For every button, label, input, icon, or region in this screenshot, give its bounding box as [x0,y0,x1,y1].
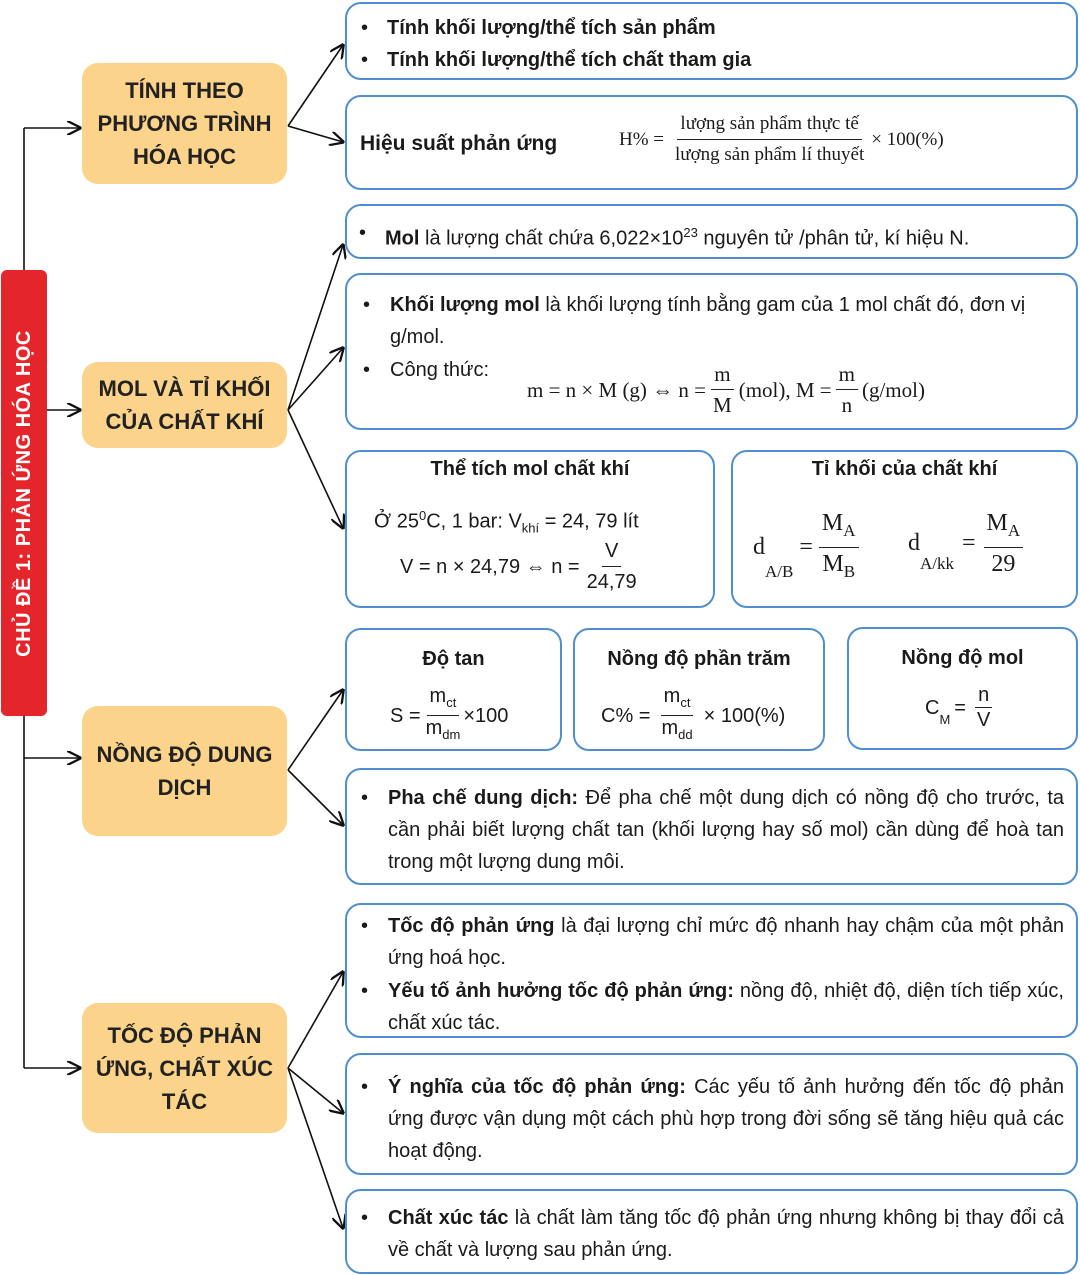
yield-box [345,95,1078,190]
sub-ct: ct [680,695,691,710]
gas-volume-formula [400,536,640,597]
sub-M: M [939,712,951,727]
topic-concentration: NỒNG ĐỘ DUNG DỊCH [82,706,287,836]
molar-mass-box [345,273,1078,430]
m-symbol: m [663,685,681,707]
M-symbol: M [822,550,844,577]
number-29: 29 [991,550,1016,577]
catalyst-term: Chất xúc tác [388,1207,509,1229]
mixing-term: Pha chế dung dịch: [388,787,579,809]
yield-formula [619,109,944,170]
gas-fraction [584,536,640,597]
significance-term: Ý nghĩa của tốc độ phản ứng: [388,1076,686,1098]
fraction-den: M [713,393,732,417]
fraction-num: m [836,359,858,390]
rate-box [345,903,1078,1038]
sol-lhs: S = [390,704,421,727]
equals: = [954,696,966,719]
d-symbol: d [753,534,765,561]
bullet: • [361,787,369,809]
molar-mass-formula [527,359,925,420]
mol-definition [385,217,969,255]
solubility-title: Độ tan [422,648,485,670]
mol-definition-box [345,204,1078,259]
fraction-m-over-M [710,359,735,420]
yield-tail: × 100(%) [871,128,944,150]
gas-volume-box [345,450,715,608]
sub-B: B [843,561,856,581]
fraction-den: 24,79 [586,571,637,593]
bullet: • [359,222,367,244]
bullet: • [361,17,369,39]
topic-mol-density: MOL VÀ TỈ KHỐI CỦA CHẤT KHÍ [82,362,287,448]
solubility-formula [390,684,508,747]
fraction-m-over-n [836,359,858,420]
main-topic-label: CHỦ ĐỀ 1: PHẢN ỨNG HÓA HỌC [12,329,35,657]
rate-factors [388,975,1064,1039]
molar-conc-title: Nồng độ mol [901,647,1024,669]
mixing-body: Để pha chế một dung dịch có nồng độ cho trước, ta cần phải biết lượng chất tan (khối lượng hay số mol) cần dùng để hoà tan trong một lượng dung môi. [388,787,1065,873]
catalyst-text [388,1202,1064,1266]
cond-text: Ở 25 [374,510,419,533]
mixing-box [345,768,1078,885]
molar-conc-box [847,627,1078,750]
yield-label: Hiệu suất phản ứng [360,132,558,155]
formula-part1: m = n × M (g) ⇔ n = [527,377,707,402]
percent-conc-title: Nồng độ phần trăm [607,648,791,670]
sub-dm: dm [442,727,461,742]
m-symbol: m [425,717,443,739]
significance-text [388,1071,1064,1167]
significance-body: Các yếu tố ảnh hưởng đến tốc độ phản ứng được vận dụng một cách phù hợp trong đời sống sẽ tăng hiệu quả các hoạt động. [388,1076,1064,1162]
molar-conc-formula [925,683,993,732]
mol-term: Mol [385,227,420,250]
molar-mass-term: Khối lượng mol [390,294,540,316]
calc-items-box [345,2,1078,80]
density-formula-ab [753,507,859,588]
catalyst-body: là chất làm tăng tốc độ phản ứng nhưng không bị thay đổi cả về chất và lượng sau phản ứng. [388,1207,1064,1261]
bullet: • [361,1076,369,1098]
fraction-num: n [975,683,992,708]
rate-body: là đại lượng chỉ mức độ nhanh hay chậm của một phản ứng hoá học. [388,915,1064,969]
d-subscript: A/kk [920,553,954,573]
cond-text3: = 24, 79 lít [539,510,639,533]
d-subscript: A/B [765,561,794,581]
mol-def-exponent: 23 [683,225,698,240]
density-formula-air [908,507,1023,580]
solubility-box [345,628,562,751]
factors-body: nồng độ, nhiệt độ, diện tích tiếp xúc, chất xúc tác. [388,980,1064,1034]
equals: = [799,534,813,561]
sub-A: A [843,520,856,540]
rate-definition [388,910,1064,974]
m-symbol: m [429,685,447,707]
bullet: • [363,294,371,316]
d-symbol: d [908,530,920,557]
gas-formula-lhs: V = n × 24,79 ⇔ n = [400,555,580,578]
catalyst-box [345,1189,1078,1274]
sub-A: A [1007,520,1021,540]
M-symbol: M [986,510,1008,536]
cond-text2: C, 1 bar: V [426,510,522,533]
yield-numerator: lượng sản phẩm thực tế [677,109,861,140]
density-fraction-air [984,507,1024,580]
equals: = [962,530,976,557]
calc-item-products: Tính khối lượng/thể tích sản phẩm [387,17,716,39]
sub-ct: ct [446,695,457,710]
yield-fraction [672,109,867,170]
sol-tail: ×100 [463,704,509,727]
yield-denominator: lượng sản phẩm lí thuyết [675,144,865,165]
mc-fraction [974,683,993,732]
topic-reaction-rate: TỐC ĐỘ PHẢN ỨNG, CHẤT XÚC TÁC [82,1003,287,1133]
C-symbol: C [925,696,940,719]
pc-tail: × 100(%) [703,704,786,727]
topic-stoichiometry: TÍNH THEO PHƯƠNG TRÌNH HÓA HỌC [82,63,287,184]
cond-degree: 0 [418,508,427,523]
formula-part2: (mol), M = [738,377,832,402]
mol-def-text-end: nguyên tử /phân tử, kí hiệu N. [697,227,970,250]
bullet: • [361,915,369,937]
bullet: • [361,1207,369,1229]
yield-lhs: H% = [619,128,665,150]
density-fraction-ab [819,507,859,588]
cond-subscript: khí [521,520,540,536]
fraction-den: V [976,709,991,731]
rate-significance-box [345,1053,1078,1175]
fraction-den: n [841,393,853,417]
pc-fraction [658,684,695,747]
formula-label: Công thức: [390,359,489,381]
mixing-text [388,782,1064,878]
m-symbol: m [661,717,679,739]
sub-dd: dd [678,727,693,742]
pc-lhs: C% = [601,704,651,727]
bullet: • [363,359,371,381]
molar-mass-text: là khối lượng tính bằng gam của 1 mol chất đó, đơn vị g/mol. [390,294,1026,348]
factors-term: Yếu tố ảnh hưởng tốc độ phản ứng: [388,980,734,1002]
rate-term: Tốc độ phản ứng [388,915,555,937]
percent-conc-box [573,628,825,751]
density-title: Tỉ khối của chất khí [811,458,998,480]
bullet: • [361,49,369,71]
calc-item-reactants: Tính khối lượng/thể tích chất tham gia [387,49,752,71]
density-box [731,450,1078,608]
percent-conc-formula [601,684,785,747]
bullet: • [361,980,369,1002]
mol-def-text: là lượng chất chứa 6,022×10 [419,227,684,250]
main-topic-bar [1,270,47,716]
M-symbol: M [821,510,844,536]
formula-part3: (g/mol) [861,377,925,402]
fraction-num: V [602,536,621,567]
molar-mass-definition [390,289,1062,353]
fraction-num: m [711,359,733,390]
gas-volume-title: Thể tích mol chất khí [430,458,630,480]
sol-fraction [423,684,464,747]
